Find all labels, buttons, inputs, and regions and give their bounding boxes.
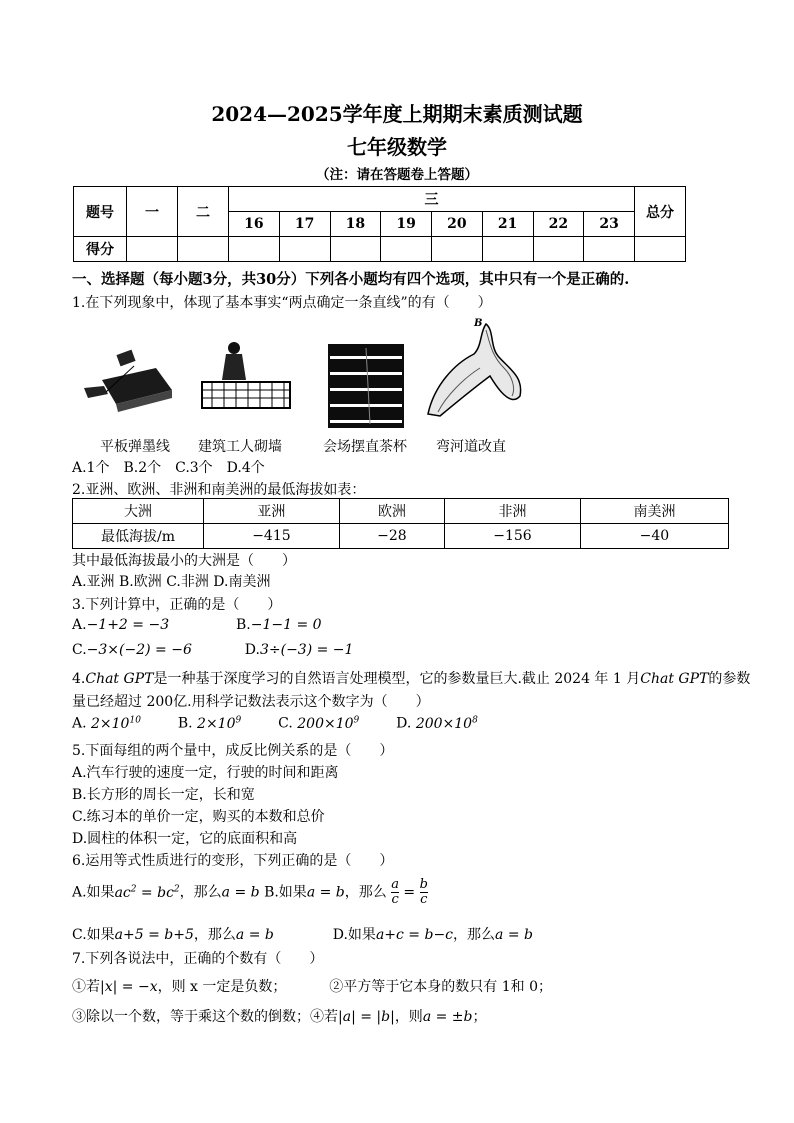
score-cell bbox=[482, 237, 533, 262]
score-cell bbox=[635, 237, 686, 262]
q4-options bbox=[72, 715, 478, 732]
score-sub-number: 18 bbox=[330, 212, 381, 237]
q6-c-result: a = b bbox=[235, 927, 274, 943]
score-row-label: 得分 bbox=[74, 237, 127, 262]
q5-option-b: B.长方形的周长一定，长和宽 bbox=[72, 787, 255, 803]
q4-text-a: 是一种基于深度学习的自然语言处理模型，它的参数量巨大.截止 2024 年 1 月 bbox=[153, 671, 641, 687]
q3-b-label: B. bbox=[236, 617, 251, 633]
score-cell bbox=[432, 237, 483, 262]
q5-option-c: C.练习本的单价一定，购买的本数和总价 bbox=[72, 809, 325, 825]
score-sub-number: 22 bbox=[533, 212, 584, 237]
score-table-total: 总分 bbox=[635, 187, 686, 237]
q2-options: A.亚洲 B.欧洲 C.非洲 D.南美洲 bbox=[72, 574, 271, 590]
caption-bricklayer: 建筑工人砌墙 bbox=[198, 439, 282, 455]
score-cell bbox=[178, 237, 229, 262]
q4-line2: 量已经超过 200亿.用科学记数法表示这个数字为（ ） bbox=[72, 694, 430, 710]
caption-tea-cups: 会场摆直茶杯 bbox=[323, 439, 407, 455]
q3-c-expr: −3×(−2) = −6 bbox=[86, 642, 192, 658]
exam-subtitle: 七年级数学 bbox=[347, 135, 447, 159]
q6-c-prefix: C.如果 bbox=[72, 927, 115, 943]
q6-d-result: a = b bbox=[495, 927, 533, 943]
q7-statements-12 bbox=[72, 976, 552, 996]
score-cell bbox=[584, 237, 635, 262]
q7-s4-expr: |a| = |b| bbox=[338, 1009, 395, 1025]
altitude-value: −40 bbox=[580, 524, 728, 549]
q1-options: A.1个 B.2个 C.3个 D.4个 bbox=[72, 460, 265, 476]
altitude-header: 亚洲 bbox=[204, 499, 340, 524]
q7-s2: ②平方等于它本身的数只有 1和 0； bbox=[329, 979, 553, 995]
q7-s1-post: ，则 x 一定是负数； bbox=[157, 979, 287, 995]
section-1-heading: 一、选择题（每小题3分，共30分）下列各小题均有四个选项，其中只有一个是正确的. bbox=[72, 271, 630, 288]
q3-a-expr: −1+2 = −3 bbox=[86, 617, 170, 633]
q6-d-cond: a+c = b−c bbox=[375, 927, 454, 943]
q5-option-a: A.汽车行驶的速度一定，行驶的时间和距离 bbox=[72, 765, 339, 781]
score-sub-number: 19 bbox=[381, 212, 432, 237]
score-table-col1: 一 bbox=[127, 187, 178, 237]
q2-text: 2.亚洲、欧洲、非洲和南美洲的最低海拔如表： bbox=[72, 482, 366, 498]
altitude-header: 欧洲 bbox=[339, 499, 444, 524]
q4-b-label: B. bbox=[177, 715, 193, 732]
q3-d-label: D. bbox=[244, 642, 260, 658]
q6-options-cd bbox=[72, 924, 533, 944]
score-cell bbox=[330, 237, 381, 262]
q6-options-ab: A.如果$ac^2 = bc^2$，那么a = b B.如果a = b，那么 $\frac{a}{c}$ = $\frac{b}{c}$ bbox=[72, 877, 428, 907]
score-cell bbox=[127, 237, 178, 262]
caption-ink-line: 平板弹墨线 bbox=[100, 439, 170, 455]
q4-text-b: 的参数 bbox=[708, 671, 751, 687]
q7-s1-prefix: ①若 bbox=[72, 979, 100, 995]
q4-number: 4. bbox=[72, 671, 86, 687]
score-sub-number: 20 bbox=[432, 212, 483, 237]
q6-b-prefix: B.如果 bbox=[264, 884, 307, 901]
q4-d-expr: $200\times 10^8$ bbox=[415, 715, 478, 732]
q5-text: 5.下面每组的两个量中，成反比例关系的是（ ） bbox=[72, 743, 394, 759]
score-cell bbox=[279, 237, 330, 262]
q7-s1-expr: |x| = −x bbox=[100, 979, 158, 995]
altitude-value: −156 bbox=[445, 524, 581, 549]
q6-a-prefix: A.如果 bbox=[72, 884, 115, 901]
q4-chatgpt: Chat GPT bbox=[85, 671, 154, 687]
score-table-col2: 二 bbox=[178, 187, 229, 237]
q6-text: 6.运用等式性质进行的变形，下列正确的是（ ） bbox=[72, 853, 394, 869]
q3-options-cd bbox=[72, 642, 353, 658]
q4-c-label: C. bbox=[278, 715, 293, 732]
q3-b-expr: −1−1 = 0 bbox=[250, 617, 322, 633]
q6-a-cond: $ac^2 = bc^2$ bbox=[114, 883, 180, 901]
q7-s4-mid: ，则 bbox=[394, 1009, 423, 1025]
q7-s4-end: ； bbox=[472, 1009, 487, 1025]
score-table bbox=[73, 186, 686, 262]
bricklayer-picture bbox=[198, 340, 294, 412]
point-b-label: B bbox=[474, 318, 483, 329]
score-sub-number: 21 bbox=[482, 212, 533, 237]
altitude-header: 非洲 bbox=[445, 499, 581, 524]
altitude-table bbox=[72, 498, 729, 549]
altitude-header: 南美洲 bbox=[580, 499, 728, 524]
q3-a-label: A. bbox=[72, 617, 87, 633]
q6-b-fraction-right: $\frac{b}{c}$ bbox=[419, 877, 428, 907]
q6-a-mid: ，那么 bbox=[179, 884, 222, 901]
q3-text: 3.下列计算中，正确的是（ ） bbox=[72, 597, 282, 613]
score-sub-number: 16 bbox=[229, 212, 280, 237]
altitude-value: −415 bbox=[204, 524, 340, 549]
q4-a-expr: $2\times 10^{10}$ bbox=[91, 715, 141, 732]
q4-b-expr: $2\times 10^9$ bbox=[197, 715, 242, 732]
exam-title: 2024—2025学年度上期期末素质测试题 bbox=[211, 102, 583, 126]
q3-c-label: C. bbox=[72, 642, 87, 658]
q6-b-mid: ，那么 bbox=[344, 884, 387, 901]
altitude-row-label: 最低海拔/m bbox=[73, 524, 204, 549]
q6-c-cond: a+5 = b+5 bbox=[114, 927, 194, 943]
ink-line-board-picture bbox=[74, 340, 174, 415]
q6-d-mid: ，那么 bbox=[453, 927, 496, 943]
q6-c-mid: ，那么 bbox=[193, 927, 236, 943]
score-sub-number: 23 bbox=[584, 212, 635, 237]
q5-option-d: D.圆柱的体积一定，它的底面积和高 bbox=[72, 831, 298, 847]
score-cell bbox=[381, 237, 432, 262]
q6-b-cond: a = b bbox=[306, 884, 345, 901]
score-cell bbox=[533, 237, 584, 262]
q7-statements-34 bbox=[72, 1006, 486, 1026]
score-sub-number: 17 bbox=[279, 212, 330, 237]
q7-s4-result: a = ±b bbox=[422, 1009, 473, 1025]
q6-a-result: a = b bbox=[221, 884, 260, 901]
river-straightening-picture bbox=[424, 316, 528, 420]
score-table-col3: 三 bbox=[229, 187, 635, 212]
exam-note: （注：请在答题卷上答题） bbox=[316, 167, 478, 183]
caption-river: 弯河道改直 bbox=[436, 439, 506, 455]
altitude-header: 大洲 bbox=[73, 499, 204, 524]
q7-s3: ③除以一个数，等于乘这个数的倒数；④若 bbox=[72, 1009, 338, 1025]
q4-d-label: D. bbox=[396, 715, 412, 732]
q1-text: 1.在下列现象中，体现了基本事实“两点确定一条直线”的有（ ） bbox=[72, 295, 492, 311]
q7-text: 7.下列各说法中，正确的个数有（ ） bbox=[72, 951, 324, 967]
q2-follow: 其中最低海拔最小的大洲是（ ） bbox=[72, 553, 296, 569]
q6-d-prefix: D.如果 bbox=[332, 927, 376, 943]
altitude-value: −28 bbox=[339, 524, 444, 549]
score-table-label: 题号 bbox=[74, 187, 127, 237]
tea-cups-picture bbox=[328, 344, 404, 428]
q6-b-fraction-left: $\frac{a}{c}$ bbox=[391, 877, 399, 907]
q4-chatgpt-2: Chat GPT bbox=[640, 671, 709, 687]
q4-line1 bbox=[72, 668, 750, 688]
q4-a-label: A. bbox=[72, 715, 87, 732]
q3-d-expr: 3÷(−3) = −1 bbox=[259, 642, 354, 658]
score-cell bbox=[229, 237, 280, 262]
q4-c-expr: $200\times 10^9$ bbox=[297, 715, 360, 732]
q3-options-ab bbox=[72, 617, 322, 633]
